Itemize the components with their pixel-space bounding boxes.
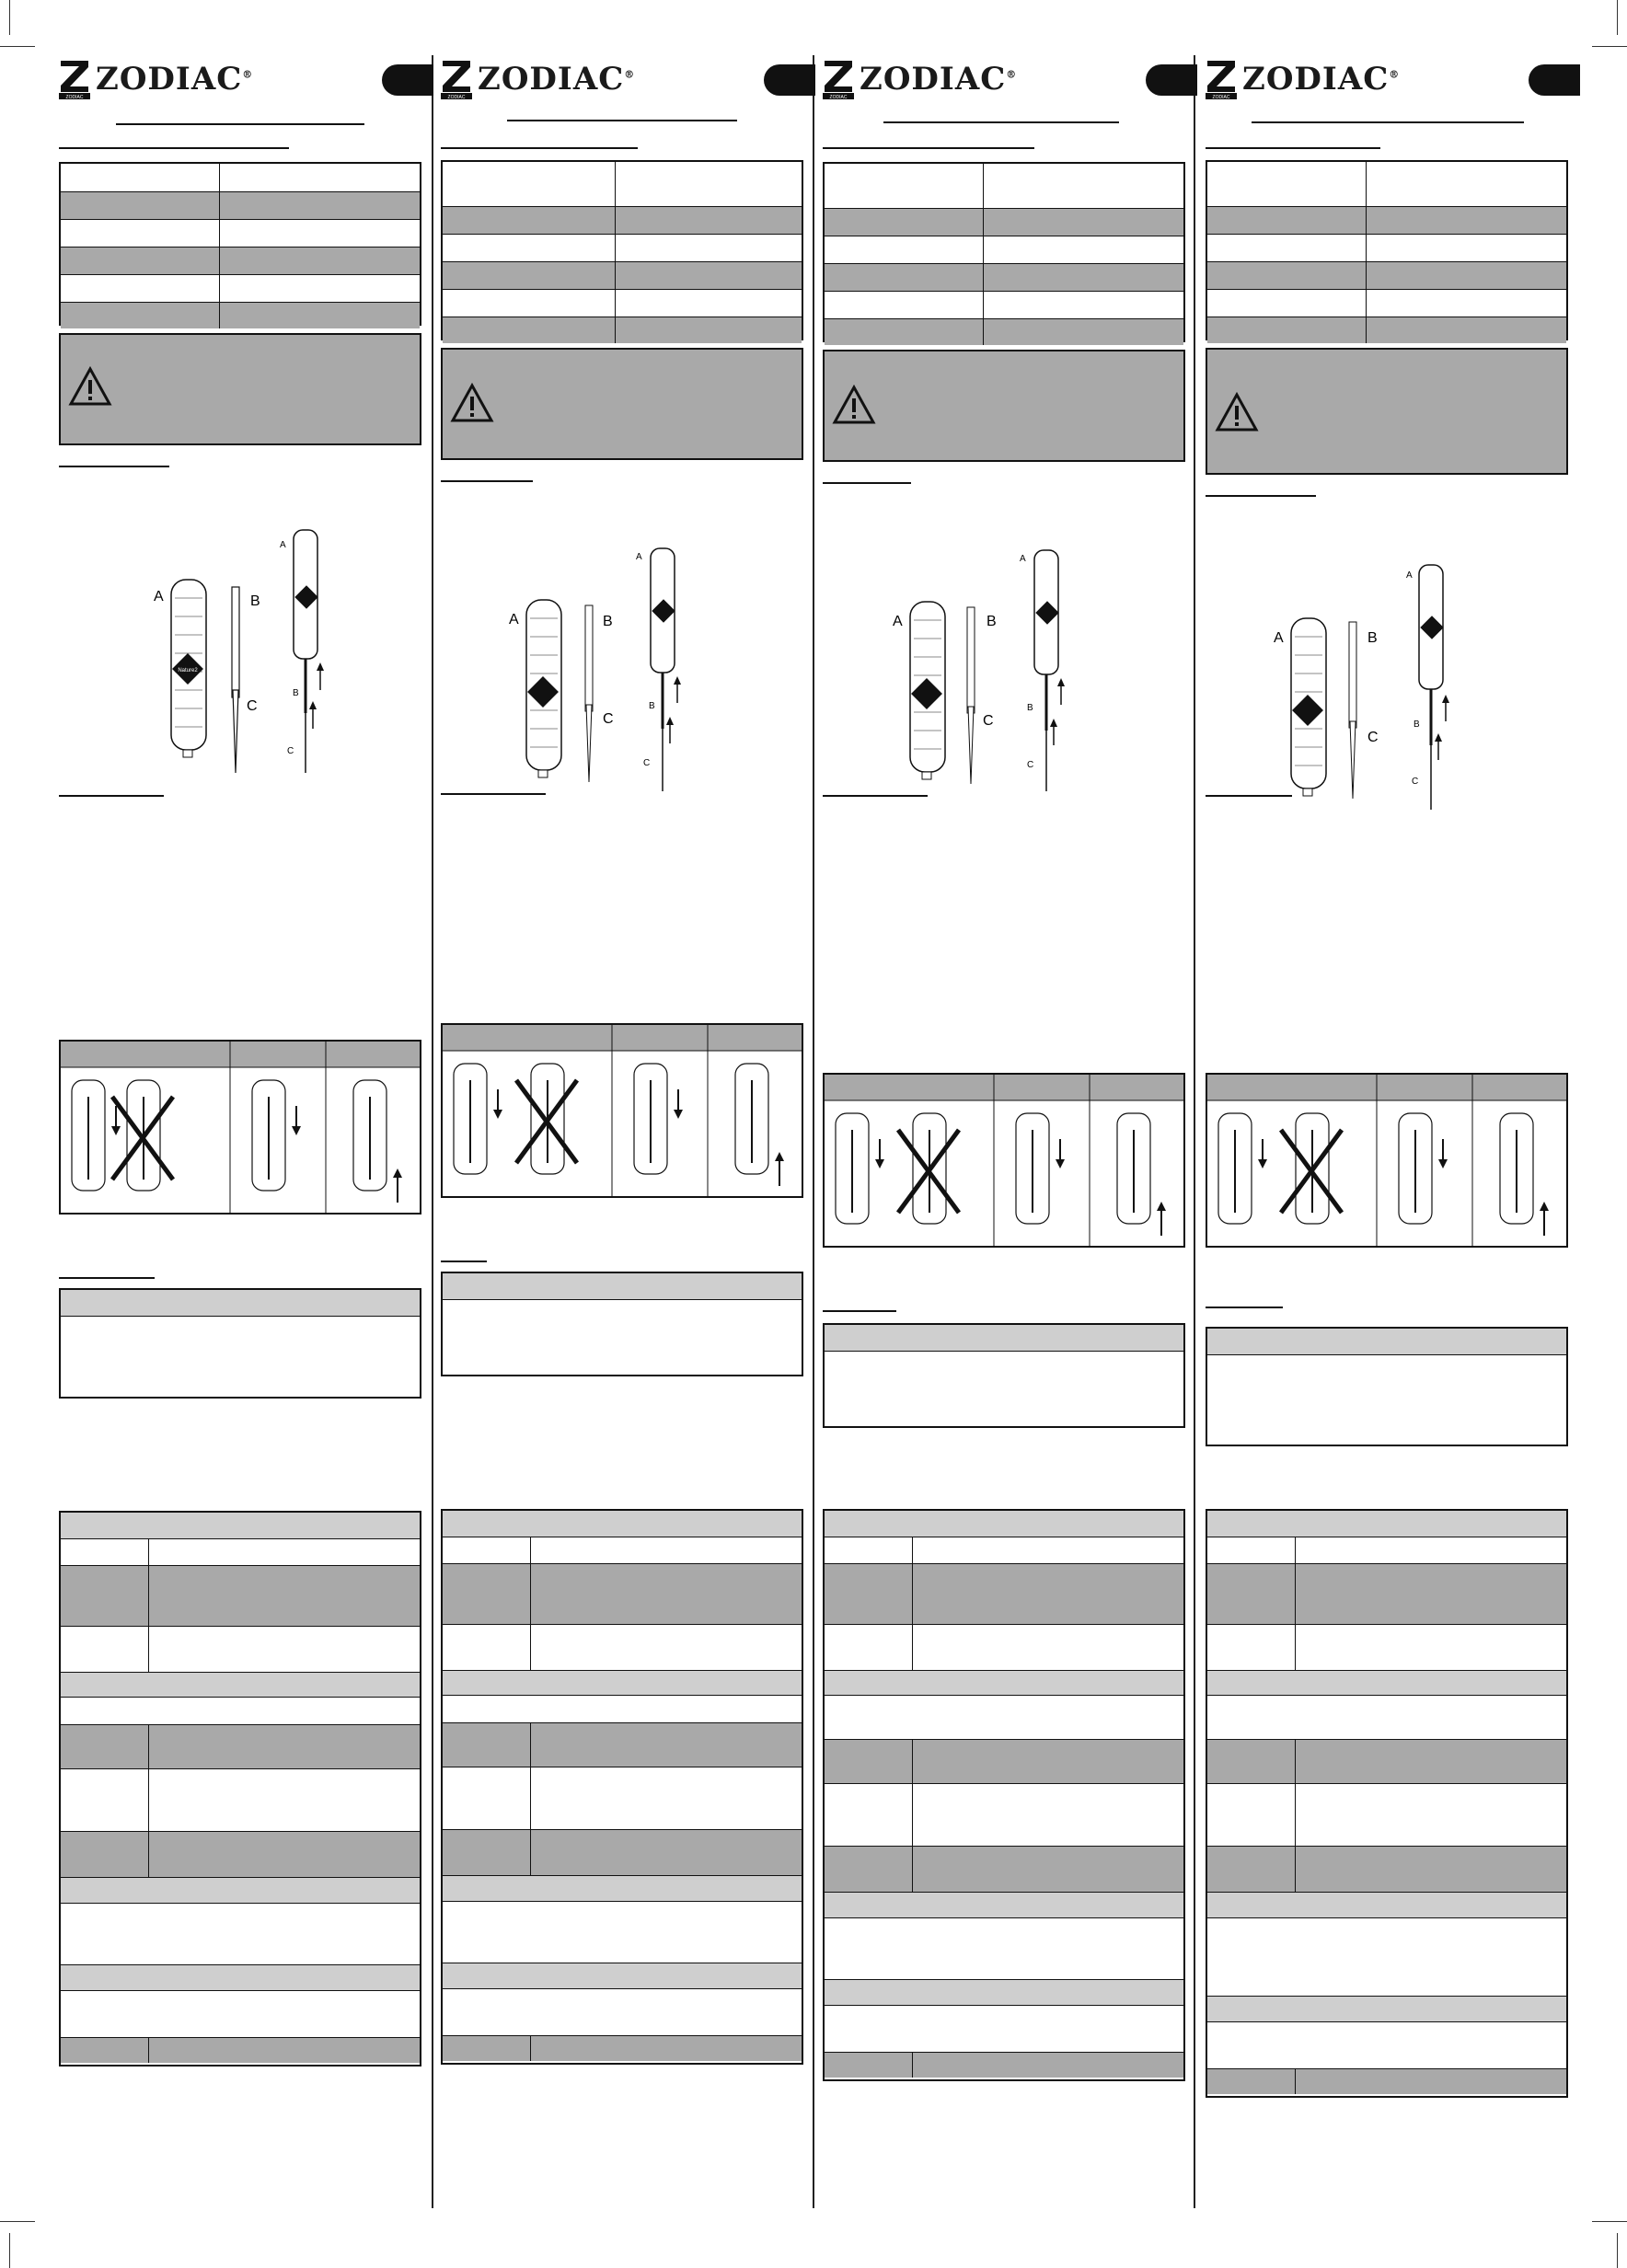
table-row bbox=[61, 1964, 420, 1990]
zodiac-logo bbox=[441, 59, 635, 99]
table-row bbox=[61, 302, 420, 328]
table-row bbox=[61, 1672, 420, 1697]
brand-name: ZODIAC® bbox=[96, 61, 254, 98]
crop-mark bbox=[9, 0, 10, 35]
troubleshooting-table bbox=[1206, 1509, 1568, 2098]
note-box bbox=[59, 1288, 421, 1399]
cartridge-diagram bbox=[823, 488, 1185, 770]
header bbox=[59, 55, 422, 101]
arrow-up-icon bbox=[317, 662, 324, 690]
arrow-up-icon bbox=[1435, 733, 1442, 760]
install-steps-figure bbox=[823, 1073, 1185, 1248]
section-rule bbox=[1206, 147, 1380, 149]
table-row bbox=[61, 1513, 420, 1538]
install-steps-drawing bbox=[61, 1042, 420, 1213]
svg-text:C: C bbox=[1027, 760, 1034, 770]
svg-text:A: A bbox=[1406, 570, 1413, 581]
warning-box bbox=[59, 333, 421, 445]
title-rule bbox=[116, 123, 364, 125]
language-tab bbox=[1146, 64, 1197, 96]
section-rule bbox=[441, 1261, 487, 1262]
arrow-up-icon bbox=[393, 1169, 402, 1203]
section-rule bbox=[1206, 1307, 1283, 1308]
table-row bbox=[61, 247, 420, 274]
svg-text:ZODIAC: ZODIAC bbox=[65, 95, 84, 100]
svg-text:A: A bbox=[636, 552, 642, 562]
title-rule bbox=[1252, 121, 1524, 123]
table-row bbox=[61, 1831, 420, 1877]
crop-mark bbox=[1617, 2233, 1618, 2268]
warning-icon bbox=[832, 385, 876, 425]
zodiac-z-icon bbox=[823, 59, 854, 99]
spec-table bbox=[1206, 160, 1568, 340]
title-rule bbox=[507, 120, 737, 121]
install-steps-figure bbox=[441, 1023, 803, 1198]
table-row bbox=[61, 1626, 420, 1672]
arrow-down-icon bbox=[875, 1139, 884, 1169]
column-2 bbox=[441, 55, 804, 768]
table-row bbox=[61, 2037, 420, 2063]
svg-text:C: C bbox=[603, 711, 614, 727]
zodiac-z-icon bbox=[59, 59, 90, 99]
arrow-down-icon bbox=[111, 1106, 121, 1135]
header bbox=[441, 55, 804, 101]
svg-text:A: A bbox=[509, 612, 519, 627]
rod-c bbox=[233, 690, 238, 773]
table-row bbox=[443, 261, 802, 289]
arrow-up-icon bbox=[1057, 678, 1065, 705]
table-row bbox=[61, 219, 420, 247]
table-row bbox=[61, 1565, 420, 1626]
crop-mark bbox=[1592, 46, 1627, 47]
arrow-up-icon bbox=[775, 1152, 784, 1186]
section-rule bbox=[441, 147, 638, 149]
label-a: A bbox=[154, 589, 164, 604]
troubleshooting-table bbox=[823, 1509, 1185, 2081]
svg-text:C: C bbox=[287, 746, 294, 756]
table-row bbox=[61, 164, 420, 191]
table-row bbox=[443, 289, 802, 317]
table-row bbox=[61, 1768, 420, 1831]
arrow-down-icon bbox=[674, 1089, 683, 1119]
table-row bbox=[443, 206, 802, 234]
column-3 bbox=[823, 55, 1186, 770]
troubleshooting-table bbox=[59, 1511, 421, 2067]
section-rule bbox=[441, 793, 546, 795]
arrow-down-icon bbox=[1438, 1139, 1448, 1169]
zodiac-logo bbox=[1206, 59, 1400, 99]
crop-mark bbox=[0, 2221, 35, 2222]
crop-mark bbox=[1592, 2221, 1627, 2222]
note-box bbox=[1206, 1327, 1568, 1446]
svg-text:B: B bbox=[649, 701, 655, 711]
header bbox=[1206, 55, 1569, 101]
svg-text:C: C bbox=[983, 713, 994, 729]
svg-text:A: A bbox=[280, 540, 286, 550]
column-divider bbox=[1194, 55, 1195, 2208]
svg-text:C: C bbox=[1367, 730, 1379, 745]
table-row bbox=[61, 1990, 420, 2037]
svg-text:B: B bbox=[293, 688, 299, 698]
section-rule bbox=[59, 795, 164, 797]
table-row bbox=[61, 1724, 420, 1768]
section-rule bbox=[59, 1277, 155, 1279]
svg-text:C: C bbox=[643, 758, 651, 768]
warning-box bbox=[441, 348, 803, 460]
arrow-up-icon bbox=[666, 717, 674, 743]
column-4 bbox=[1206, 55, 1569, 787]
table-row bbox=[443, 234, 802, 261]
warning-box bbox=[823, 350, 1185, 462]
table-row bbox=[61, 191, 420, 219]
arrow-up-icon bbox=[1050, 719, 1057, 745]
zodiac-logo bbox=[59, 59, 253, 99]
spec-table bbox=[59, 162, 421, 326]
section-rule bbox=[1206, 795, 1292, 797]
label-b: B bbox=[250, 593, 260, 609]
svg-text:A: A bbox=[893, 614, 903, 629]
column-divider bbox=[813, 55, 814, 2208]
section-rule bbox=[59, 466, 169, 467]
table-row bbox=[443, 317, 802, 343]
cartridge-diagram bbox=[441, 488, 803, 768]
install-steps-figure bbox=[1206, 1073, 1568, 1248]
section-rule bbox=[823, 147, 1034, 149]
arrow-up-icon bbox=[1442, 695, 1449, 721]
note-box bbox=[823, 1323, 1185, 1428]
note-box bbox=[441, 1272, 803, 1376]
svg-text:A: A bbox=[1274, 630, 1284, 646]
arrow-down-icon bbox=[1258, 1139, 1267, 1169]
svg-text:B: B bbox=[1414, 720, 1420, 730]
crop-mark bbox=[1617, 0, 1618, 35]
section-rule bbox=[823, 795, 928, 797]
svg-text:B: B bbox=[1367, 630, 1378, 646]
svg-text:ZODIAC: ZODIAC bbox=[447, 95, 466, 100]
svg-text:B: B bbox=[603, 614, 613, 629]
brand-name: ZODIAC® bbox=[1242, 61, 1401, 98]
cartridge-diagram bbox=[59, 469, 421, 756]
table-row bbox=[61, 1903, 420, 1964]
section-rule bbox=[823, 482, 911, 484]
svg-text:B: B bbox=[1027, 703, 1033, 713]
arrow-up-icon bbox=[309, 701, 317, 729]
section-rule bbox=[59, 147, 289, 149]
arrow-down-icon bbox=[1056, 1139, 1065, 1169]
arrow-up-icon bbox=[674, 676, 681, 703]
arrow-up-icon bbox=[1157, 1202, 1166, 1236]
arrow-down-icon bbox=[292, 1106, 301, 1135]
zodiac-z-icon bbox=[1206, 59, 1237, 99]
spec-table bbox=[441, 160, 803, 340]
header bbox=[823, 55, 1186, 101]
zodiac-z-icon bbox=[441, 59, 472, 99]
cartridge-cap bbox=[183, 750, 192, 757]
warning-icon bbox=[450, 383, 494, 423]
rod-b bbox=[232, 587, 239, 697]
language-tab bbox=[382, 64, 433, 96]
table-row bbox=[61, 1877, 420, 1903]
svg-text:C: C bbox=[1412, 777, 1419, 787]
cartridge-diagram bbox=[1206, 506, 1568, 787]
column-1 bbox=[59, 55, 422, 756]
column-divider bbox=[432, 55, 433, 2208]
table-row bbox=[61, 1697, 420, 1724]
svg-text:ZODIAC: ZODIAC bbox=[829, 95, 848, 100]
section-rule bbox=[441, 480, 533, 482]
table-row bbox=[61, 274, 420, 302]
section-rule bbox=[1206, 495, 1316, 497]
install-steps-figure bbox=[59, 1040, 421, 1215]
svg-text:ZODIAC: ZODIAC bbox=[1212, 95, 1230, 100]
title-rule bbox=[883, 121, 1119, 123]
zodiac-logo bbox=[823, 59, 1017, 99]
warning-icon bbox=[68, 366, 112, 407]
warning-box bbox=[1206, 348, 1568, 475]
language-tab bbox=[1529, 64, 1580, 96]
svg-text:Nature2: Nature2 bbox=[178, 668, 198, 673]
section-rule bbox=[823, 1310, 896, 1312]
spec-table bbox=[823, 162, 1185, 342]
label-c: C bbox=[247, 698, 258, 714]
svg-text:B: B bbox=[987, 614, 997, 629]
arrow-down-icon bbox=[493, 1089, 502, 1119]
language-tab bbox=[764, 64, 815, 96]
arrow-up-icon bbox=[1540, 1202, 1549, 1236]
troubleshooting-table bbox=[441, 1509, 803, 2065]
warning-icon bbox=[1215, 392, 1259, 432]
table-row bbox=[61, 1538, 420, 1565]
table-row bbox=[443, 162, 802, 206]
svg-text:A: A bbox=[1020, 554, 1026, 564]
brand-name: ZODIAC® bbox=[478, 61, 636, 98]
crop-mark bbox=[0, 46, 35, 47]
brand-name: ZODIAC® bbox=[860, 61, 1018, 98]
crop-mark bbox=[9, 2233, 10, 2268]
